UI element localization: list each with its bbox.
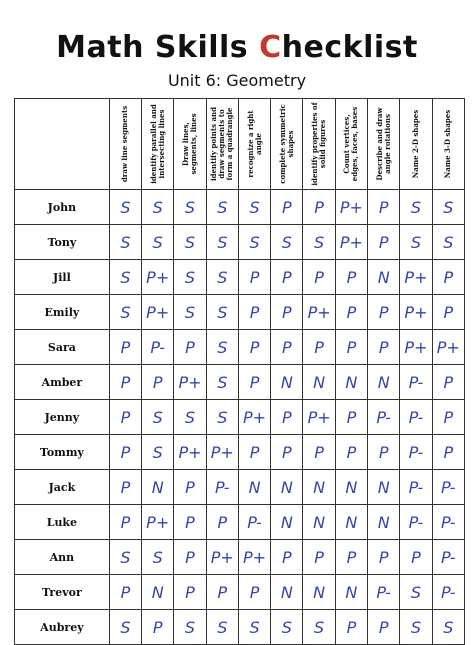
student-row	[15, 505, 465, 540]
skill-header-5	[238, 99, 270, 190]
student-row	[15, 260, 465, 295]
skill-mark-cell: P+	[400, 330, 432, 365]
skill-mark-cell: S	[303, 610, 335, 645]
skill-mark-cell: P	[174, 575, 206, 610]
skill-mark-cell: S	[432, 190, 464, 225]
skill-mark-cell: P	[271, 435, 303, 470]
skill-header-7	[303, 99, 335, 190]
skill-mark-cell: P	[335, 610, 367, 645]
title-text-part1: Math Skills	[56, 30, 260, 65]
skill-header-11	[432, 99, 464, 190]
skill-mark-cell: P	[432, 400, 464, 435]
skill-header-6	[271, 99, 303, 190]
skill-mark-cell: P	[271, 295, 303, 330]
skill-mark-cell: N	[303, 365, 335, 400]
student-row	[15, 330, 465, 365]
skill-mark-cell: P	[368, 610, 400, 645]
skill-mark-cell: P	[174, 540, 206, 575]
skill-mark-cell: P	[238, 435, 270, 470]
skill-mark-cell: N	[238, 470, 270, 505]
skill-mark-cell: N	[271, 505, 303, 540]
skill-label: Name 2-D shapes	[410, 109, 420, 179]
skill-mark-cell: P	[109, 365, 141, 400]
student-name: Jenny	[15, 400, 110, 435]
student-name: Jill	[15, 260, 110, 295]
skill-mark-cell: P	[303, 540, 335, 575]
skill-header-9	[368, 99, 400, 190]
skill-mark-cell: P	[142, 610, 174, 645]
skill-mark-cell: P-	[206, 470, 238, 505]
skill-mark-cell: P+	[142, 505, 174, 540]
skill-mark-cell: P+	[335, 225, 367, 260]
skill-mark-cell: P	[109, 330, 141, 365]
skill-label: Describe and draw angle rotations	[374, 107, 392, 181]
skill-mark-cell: P	[271, 540, 303, 575]
skill-mark-cell: P	[271, 400, 303, 435]
skill-mark-cell: S	[109, 190, 141, 225]
skill-mark-cell: S	[432, 225, 464, 260]
skill-mark-cell: S	[174, 610, 206, 645]
skill-mark-cell: S	[109, 260, 141, 295]
skill-mark-cell: P	[206, 575, 238, 610]
skill-mark-cell: S	[142, 435, 174, 470]
skill-mark-cell: P	[303, 330, 335, 365]
skill-mark-cell: P-	[368, 400, 400, 435]
skill-mark-cell: P	[109, 505, 141, 540]
student-row	[15, 190, 465, 225]
page-subtitle: Unit 6: Geometry	[167, 71, 307, 90]
student-name: Sara	[15, 330, 110, 365]
skill-mark-cell: S	[238, 225, 270, 260]
skill-mark-cell: P	[368, 295, 400, 330]
skill-label: complete symmetric shapes	[277, 104, 295, 184]
skill-mark-cell: P	[238, 295, 270, 330]
skill-mark-cell: P-	[432, 505, 464, 540]
page-title	[0, 30, 474, 65]
skill-mark-cell: S	[400, 575, 432, 610]
skill-mark-cell: N	[303, 575, 335, 610]
skill-mark-cell: N	[142, 575, 174, 610]
skill-mark-cell: N	[271, 470, 303, 505]
skill-mark-cell: S	[400, 225, 432, 260]
skill-mark-cell: P	[368, 190, 400, 225]
student-row	[15, 435, 465, 470]
skill-mark-cell: S	[142, 400, 174, 435]
skill-mark-cell: P	[238, 330, 270, 365]
skill-mark-cell: P+	[335, 190, 367, 225]
skill-mark-cell: P	[368, 435, 400, 470]
skill-mark-cell: S	[271, 610, 303, 645]
skill-mark-cell: N	[303, 505, 335, 540]
skill-mark-cell: N	[303, 470, 335, 505]
skill-mark-cell: P+	[400, 295, 432, 330]
skill-mark-cell: S	[174, 295, 206, 330]
skill-mark-cell: P-	[238, 505, 270, 540]
student-name: Jack	[15, 470, 110, 505]
skill-mark-cell: P	[368, 540, 400, 575]
skill-mark-cell: S	[174, 400, 206, 435]
student-row	[15, 610, 465, 645]
skill-mark-cell: S	[109, 225, 141, 260]
skill-mark-cell: N	[271, 365, 303, 400]
skill-mark-cell: P	[335, 540, 367, 575]
skill-mark-cell: P	[238, 260, 270, 295]
skill-mark-cell: P	[174, 505, 206, 540]
skill-mark-cell: N	[271, 575, 303, 610]
skill-mark-cell: S	[174, 190, 206, 225]
skill-mark-cell: N	[335, 575, 367, 610]
skill-mark-cell: P+	[238, 540, 270, 575]
skill-mark-cell: P	[271, 330, 303, 365]
title-accent-letter: C	[259, 30, 282, 65]
skill-mark-cell: P	[206, 505, 238, 540]
skill-mark-cell: P+	[206, 435, 238, 470]
skill-mark-cell: N	[368, 470, 400, 505]
skill-mark-cell: P-	[400, 365, 432, 400]
skill-mark-cell: N	[335, 505, 367, 540]
skill-mark-cell: S	[206, 400, 238, 435]
skill-header-3	[174, 99, 206, 190]
skill-mark-cell: P-	[142, 330, 174, 365]
student-row	[15, 540, 465, 575]
skill-label: Draw lines, segments, lines	[180, 113, 198, 175]
student-row	[15, 575, 465, 610]
skill-mark-cell: P+	[432, 330, 464, 365]
skill-mark-cell: N	[368, 505, 400, 540]
skills-header-row	[15, 99, 465, 190]
skill-mark-cell: P+	[400, 260, 432, 295]
skill-header-1	[109, 99, 141, 190]
skill-mark-cell: P	[432, 365, 464, 400]
skill-mark-cell: P	[238, 575, 270, 610]
skill-mark-cell: P	[368, 330, 400, 365]
skill-mark-cell: P+	[174, 365, 206, 400]
skill-header-2	[142, 99, 174, 190]
student-name: Ann	[15, 540, 110, 575]
student-row	[15, 225, 465, 260]
skill-label: draw line segments	[120, 105, 130, 183]
skill-mark-cell: P	[335, 330, 367, 365]
student-name: Luke	[15, 505, 110, 540]
skill-label: Name 3-D shapes	[443, 109, 453, 179]
skill-mark-cell: P-	[432, 470, 464, 505]
skill-mark-cell: P+	[303, 295, 335, 330]
skill-mark-cell: S	[206, 190, 238, 225]
skill-mark-cell: S	[206, 225, 238, 260]
student-row	[15, 365, 465, 400]
student-name: Emily	[15, 295, 110, 330]
skill-mark-cell: P	[142, 365, 174, 400]
skill-label: recognize a right angle	[245, 110, 263, 178]
skill-mark-cell: P	[109, 575, 141, 610]
skill-mark-cell: P-	[432, 540, 464, 575]
student-name: Trevor	[15, 575, 110, 610]
skill-mark-cell: S	[400, 190, 432, 225]
skill-mark-cell: P	[303, 190, 335, 225]
student-name: Tommy	[15, 435, 110, 470]
skill-mark-cell: P	[109, 470, 141, 505]
skill-mark-cell: P-	[432, 575, 464, 610]
skill-mark-cell: P	[335, 260, 367, 295]
skill-mark-cell: P	[109, 435, 141, 470]
student-name: Tony	[15, 225, 110, 260]
skill-mark-cell: P	[432, 435, 464, 470]
skill-header-10	[400, 99, 432, 190]
skill-label: Count vertices, edges, faces, bases	[342, 106, 360, 182]
student-row	[15, 295, 465, 330]
skill-mark-cell: S	[142, 225, 174, 260]
skill-mark-cell: P	[271, 190, 303, 225]
skill-mark-cell: P	[400, 540, 432, 575]
skill-mark-cell: S	[271, 225, 303, 260]
skill-mark-cell: P	[174, 330, 206, 365]
student-name: Aubrey	[15, 610, 110, 645]
skill-label: identify points and draw segments to form a quadrangle	[209, 107, 235, 181]
skill-mark-cell: P+	[142, 295, 174, 330]
skill-mark-cell: S	[174, 260, 206, 295]
title-text-part2: hecklist	[281, 30, 418, 65]
skill-mark-cell: P	[432, 260, 464, 295]
skills-checklist-table	[14, 98, 465, 645]
skill-mark-cell: S	[206, 365, 238, 400]
skill-mark-cell: P	[303, 435, 335, 470]
skill-mark-cell: N	[142, 470, 174, 505]
skill-mark-cell: P	[271, 260, 303, 295]
skill-mark-cell: S	[109, 610, 141, 645]
student-name: John	[15, 190, 110, 225]
skill-mark-cell: P-	[400, 470, 432, 505]
skill-mark-cell: S	[109, 540, 141, 575]
skill-mark-cell: S	[400, 610, 432, 645]
skill-mark-cell: S	[206, 295, 238, 330]
corner-cell	[15, 99, 110, 190]
skill-mark-cell: S	[303, 225, 335, 260]
skill-mark-cell: P+	[142, 260, 174, 295]
skill-mark-cell: P+	[174, 435, 206, 470]
skill-mark-cell: P	[335, 435, 367, 470]
skill-mark-cell: P	[335, 295, 367, 330]
student-name: Amber	[15, 365, 110, 400]
skill-mark-cell: P	[109, 400, 141, 435]
skill-mark-cell: S	[174, 225, 206, 260]
skill-mark-cell: S	[142, 540, 174, 575]
skill-mark-cell: S	[432, 610, 464, 645]
skill-mark-cell: P	[432, 295, 464, 330]
skill-mark-cell: N	[335, 365, 367, 400]
skill-mark-cell: S	[206, 260, 238, 295]
skill-mark-cell: N	[335, 470, 367, 505]
skill-mark-cell: N	[368, 365, 400, 400]
skill-mark-cell: P	[303, 260, 335, 295]
skill-mark-cell: S	[109, 295, 141, 330]
skill-mark-cell: P+	[206, 540, 238, 575]
skill-label: identify parallel and intersecting lines	[148, 104, 166, 184]
skill-mark-cell: P	[368, 225, 400, 260]
skill-mark-cell: S	[206, 330, 238, 365]
skill-mark-cell: N	[368, 260, 400, 295]
skill-mark-cell: P-	[400, 435, 432, 470]
skill-mark-cell: P-	[400, 505, 432, 540]
student-row	[15, 400, 465, 435]
student-row	[15, 470, 465, 505]
skill-mark-cell: P	[238, 365, 270, 400]
skill-mark-cell: S	[142, 190, 174, 225]
skill-label: identify properties of solid figures	[310, 102, 328, 186]
skill-mark-cell: P	[335, 400, 367, 435]
skill-header-8	[335, 99, 367, 190]
skill-mark-cell: S	[238, 190, 270, 225]
skill-mark-cell: S	[238, 610, 270, 645]
skill-mark-cell: P-	[400, 400, 432, 435]
skill-mark-cell: S	[206, 610, 238, 645]
skill-mark-cell: P+	[303, 400, 335, 435]
student-rows	[15, 190, 465, 645]
skill-mark-cell: P-	[368, 575, 400, 610]
skill-header-4	[206, 99, 238, 190]
skill-mark-cell: P+	[238, 400, 270, 435]
skill-mark-cell: P	[174, 470, 206, 505]
